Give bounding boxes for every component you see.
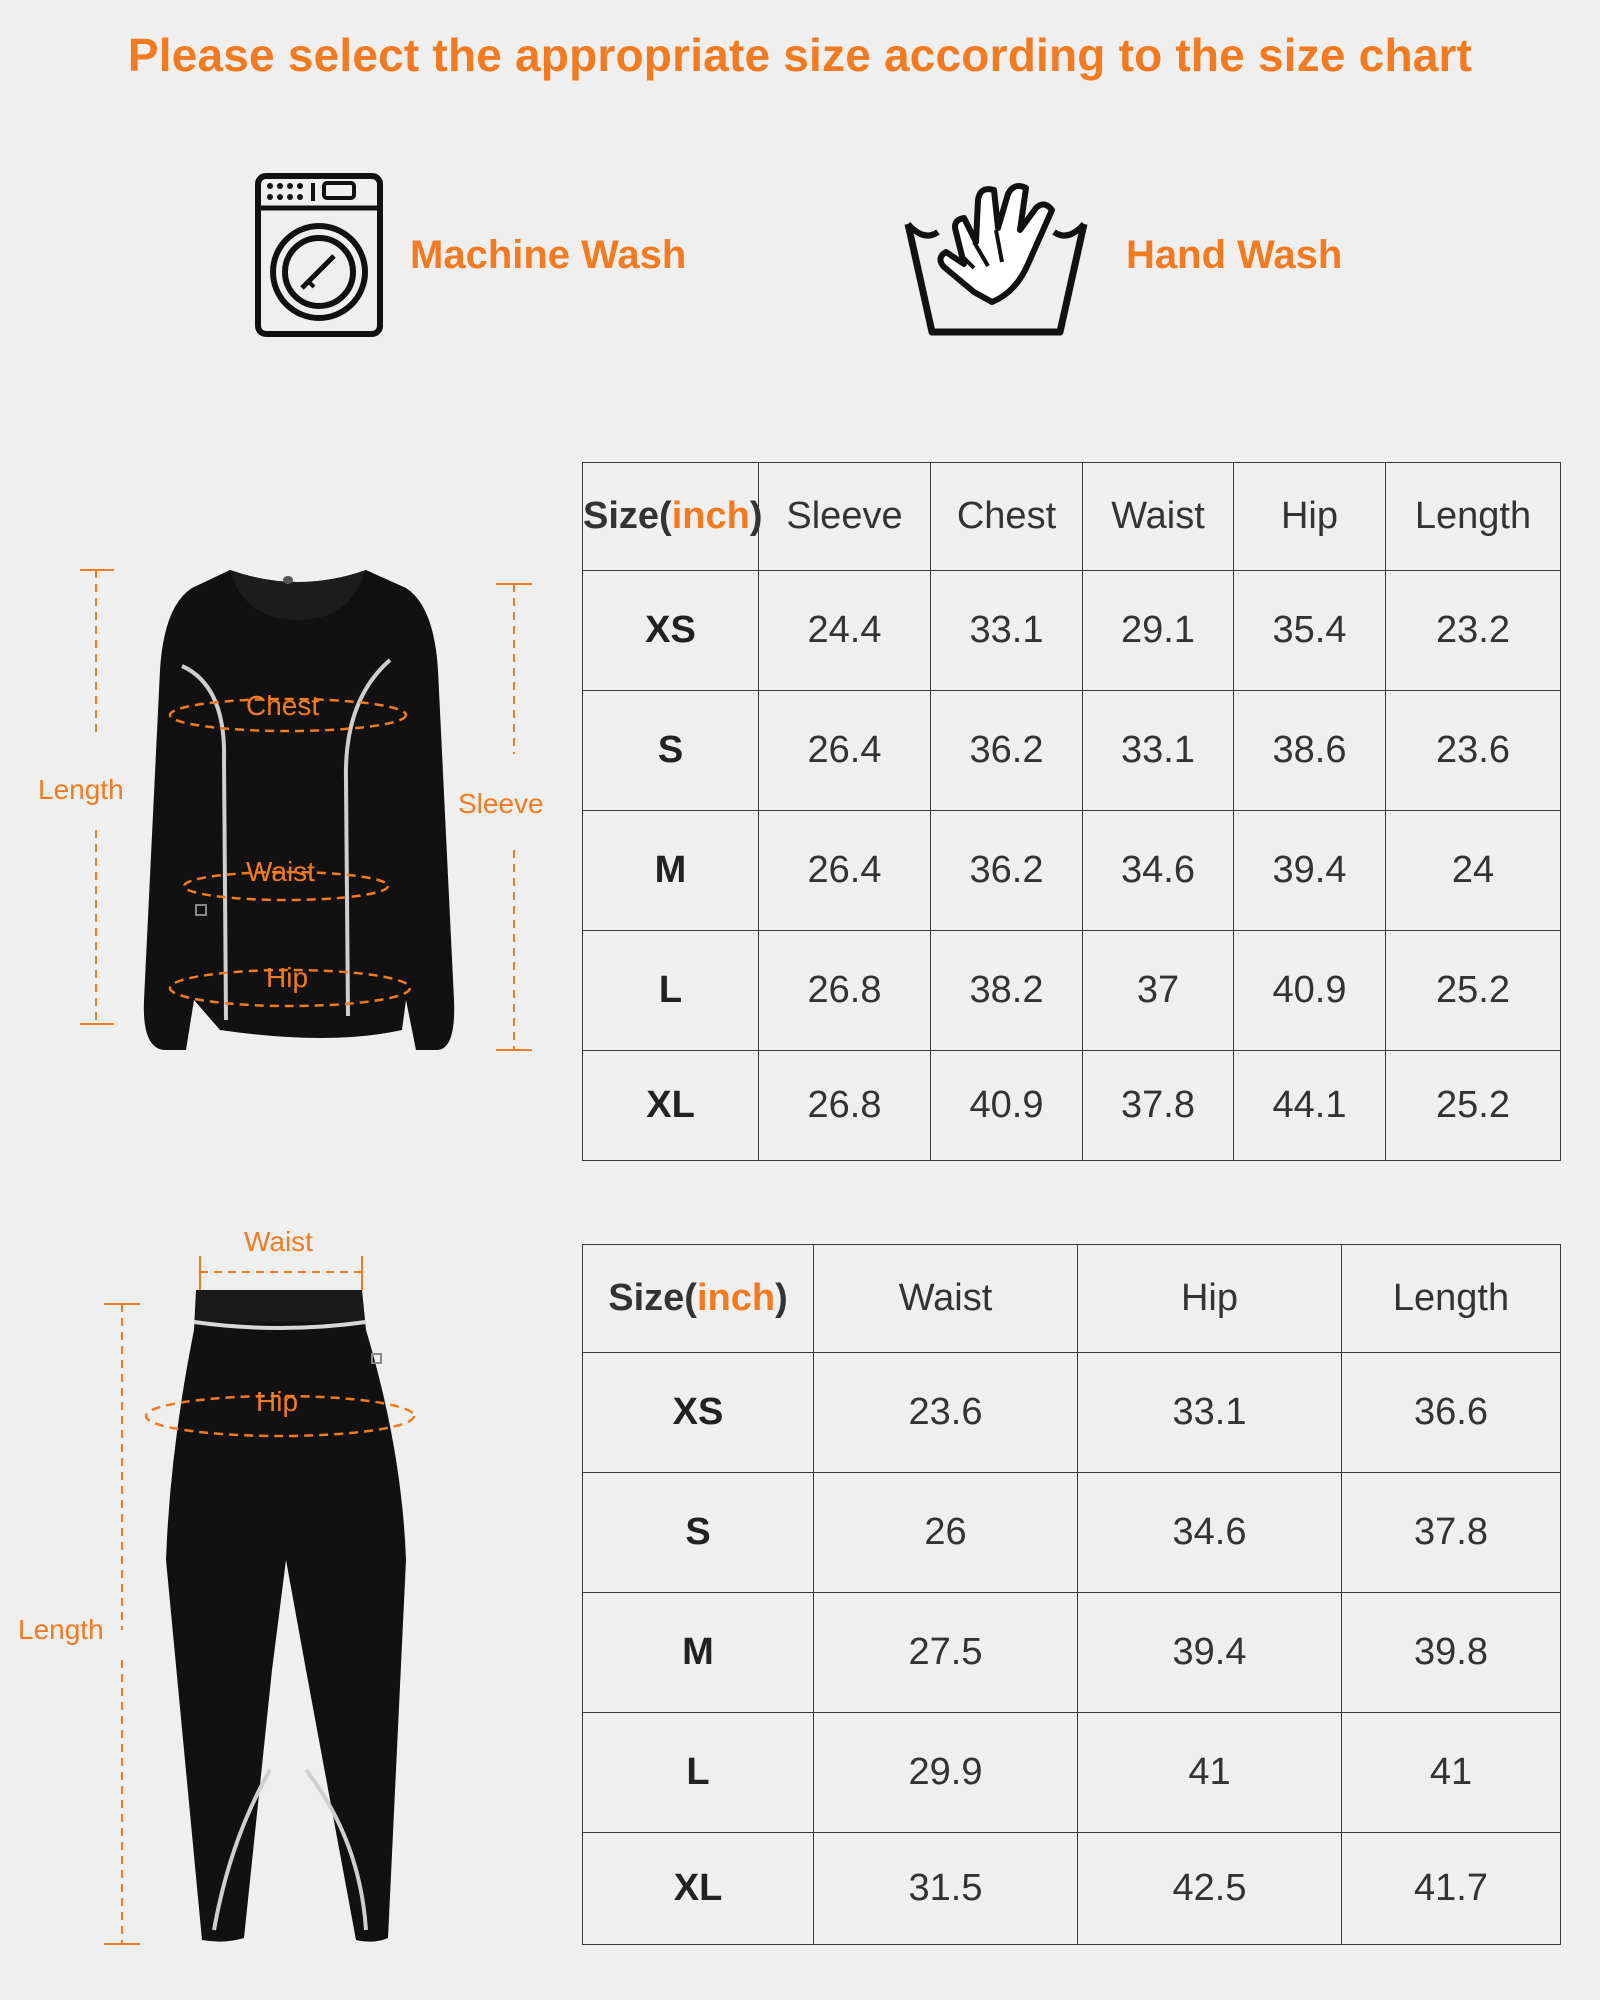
value-cell: 23.6 xyxy=(1386,691,1561,811)
table-row xyxy=(583,691,1561,811)
page-title: Please select the appropriate size according to the size chart xyxy=(127,29,1473,81)
value-cell: 41.7 xyxy=(1342,1833,1561,1945)
column-header: Waist xyxy=(814,1245,1078,1353)
care-machine-wash xyxy=(254,172,686,338)
table-row xyxy=(583,1051,1561,1161)
value-cell: 41 xyxy=(1342,1713,1561,1833)
column-header: Hip xyxy=(1234,463,1386,571)
value-cell: 26.4 xyxy=(759,691,931,811)
value-cell: 37 xyxy=(1083,931,1234,1051)
size-tail-text: ) xyxy=(775,1277,788,1319)
value-cell: 27.5 xyxy=(814,1593,1078,1713)
column-header: Hip xyxy=(1078,1245,1342,1353)
value-cell: 42.5 xyxy=(1078,1833,1342,1945)
value-cell: 38.2 xyxy=(931,931,1083,1051)
value-cell: 36.2 xyxy=(931,691,1083,811)
unit-text: inch xyxy=(696,1277,776,1319)
care-hand-wash xyxy=(904,172,1342,338)
value-cell: 33.1 xyxy=(1078,1353,1342,1473)
value-cell: 24 xyxy=(1386,811,1561,931)
value-cell: 23.2 xyxy=(1386,571,1561,691)
washing-machine-icon xyxy=(254,172,384,338)
value-cell: 38.6 xyxy=(1234,691,1386,811)
label-pants-waist: Waist xyxy=(244,1226,313,1257)
column-header: Waist xyxy=(1083,463,1234,571)
value-cell: 39.8 xyxy=(1342,1593,1561,1713)
value-cell: 29.1 xyxy=(1083,571,1234,691)
pants-size-table xyxy=(582,1244,1561,1945)
value-cell: 34.6 xyxy=(1083,811,1234,931)
top-garment-illustration xyxy=(30,560,550,1060)
size-head-text: Size( xyxy=(583,495,672,537)
size-cell: S xyxy=(583,691,759,811)
column-header: Sleeve xyxy=(759,463,931,571)
size-cell: L xyxy=(583,931,759,1051)
size-column-header xyxy=(583,463,763,571)
size-tail-text: ) xyxy=(749,495,763,537)
label-length: Length xyxy=(38,774,124,805)
column-header: Length xyxy=(1386,463,1561,571)
value-cell: 26 xyxy=(814,1473,1078,1593)
table-row xyxy=(583,1353,1561,1473)
value-cell: 24.4 xyxy=(759,571,931,691)
label-sleeve: Sleeve xyxy=(458,788,544,819)
value-cell: 26.8 xyxy=(759,931,931,1051)
table-row xyxy=(583,1473,1561,1593)
column-header: Chest xyxy=(931,463,1083,571)
size-cell: XL xyxy=(583,1051,759,1161)
label-chest: Chest xyxy=(246,690,320,721)
table-header-row xyxy=(583,1245,1561,1353)
label-hip: Hip xyxy=(266,962,309,993)
value-cell: 39.4 xyxy=(1078,1593,1342,1713)
table-row xyxy=(583,1833,1561,1945)
value-cell: 34.6 xyxy=(1078,1473,1342,1593)
value-cell: 37.8 xyxy=(1342,1473,1561,1593)
size-cell: S xyxy=(583,1473,814,1593)
value-cell: 35.4 xyxy=(1234,571,1386,691)
value-cell: 36.6 xyxy=(1342,1353,1561,1473)
value-cell: 26.8 xyxy=(759,1051,931,1161)
unit-text: inch xyxy=(671,495,750,537)
label-pants-hip: Hip xyxy=(256,1386,299,1417)
label-waist: Waist xyxy=(246,856,315,887)
value-cell: 31.5 xyxy=(814,1833,1078,1945)
value-cell: 25.2 xyxy=(1386,931,1561,1051)
value-cell: 33.1 xyxy=(931,571,1083,691)
column-header: Length xyxy=(1342,1245,1561,1353)
value-cell: 44.1 xyxy=(1234,1051,1386,1161)
size-head-text: Size( xyxy=(608,1277,697,1319)
size-cell: L xyxy=(583,1713,814,1833)
size-cell: M xyxy=(583,1593,814,1713)
value-cell: 39.4 xyxy=(1234,811,1386,931)
value-cell: 40.9 xyxy=(931,1051,1083,1161)
value-cell: 37.8 xyxy=(1083,1051,1234,1161)
size-cell: M xyxy=(583,811,759,931)
care-label-machine-wash: Machine Wash xyxy=(410,232,687,277)
size-cell: XL xyxy=(583,1833,814,1945)
table-row xyxy=(583,571,1561,691)
table-row xyxy=(583,811,1561,931)
care-label-hand-wash: Hand Wash xyxy=(1126,232,1343,277)
pants-illustration xyxy=(10,1226,450,1950)
table-row xyxy=(583,931,1561,1051)
size-cell: XS xyxy=(583,1353,814,1473)
size-cell: XS xyxy=(583,571,759,691)
label-pants-length: Length xyxy=(18,1614,104,1645)
top-size-table xyxy=(582,462,1561,1161)
value-cell: 40.9 xyxy=(1234,931,1386,1051)
size-column-header xyxy=(583,1245,814,1353)
value-cell: 33.1 xyxy=(1083,691,1234,811)
value-cell: 25.2 xyxy=(1386,1051,1561,1161)
table-row xyxy=(583,1593,1561,1713)
table-row xyxy=(583,1713,1561,1833)
table-header-row xyxy=(583,463,1561,571)
value-cell: 29.9 xyxy=(814,1713,1078,1833)
value-cell: 41 xyxy=(1078,1713,1342,1833)
value-cell: 36.2 xyxy=(931,811,1083,931)
hand-wash-icon xyxy=(904,172,1088,338)
value-cell: 26.4 xyxy=(759,811,931,931)
value-cell: 23.6 xyxy=(814,1353,1078,1473)
